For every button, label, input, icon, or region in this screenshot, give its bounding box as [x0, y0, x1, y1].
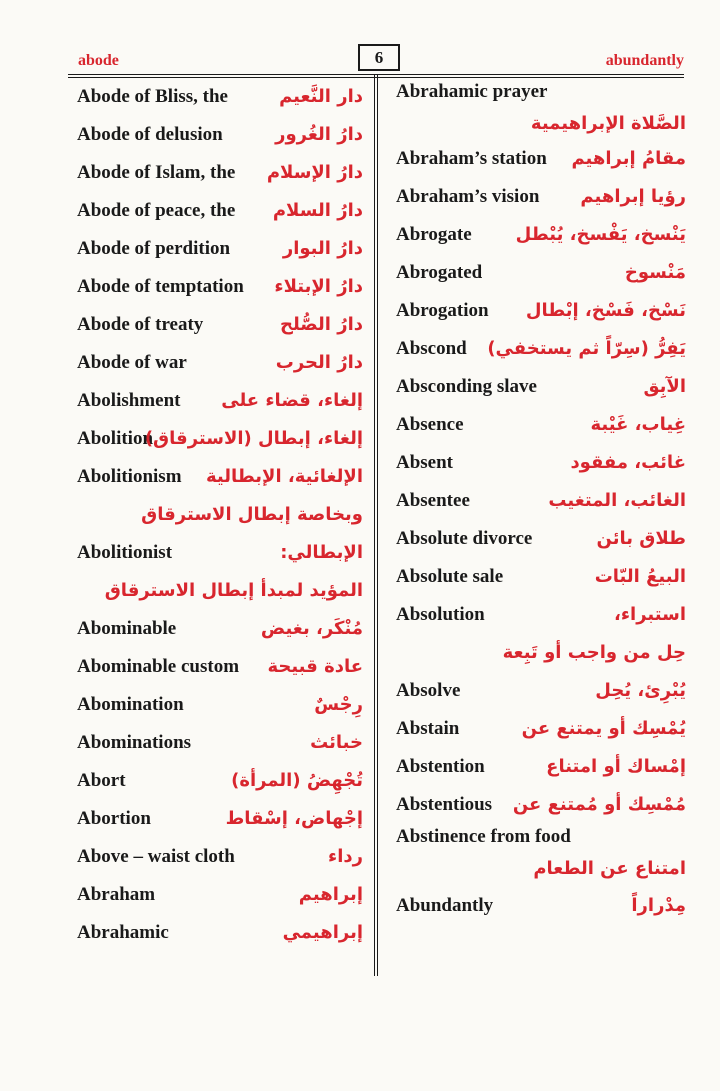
entry-arabic: إجْهاض، إسْقاط [225, 808, 363, 829]
entry-arabic: البيعُ البّات [594, 566, 686, 587]
entry-term: Abolitionism [77, 466, 182, 487]
entry-term: Absolute sale [396, 566, 504, 587]
column-divider-secondary [377, 74, 378, 976]
entry-term: Abraham’s station [396, 148, 547, 169]
entry-arabic-continued: المؤيد لمبدأ إبطال الاسترقاق [104, 580, 363, 601]
page-number: 6 [358, 44, 400, 71]
entry-term: Abode of perdition [77, 238, 231, 259]
entry-term: Abstain [396, 718, 460, 739]
entry-term: Abstinence from food [396, 826, 571, 847]
entry-arabic: إمْساك أو امتناع [546, 756, 686, 777]
entry-term: Abscond [396, 338, 467, 359]
entry-arabic: الآبِق [643, 376, 686, 397]
entry-term: Absent [396, 452, 454, 473]
entry-arabic: عادة قبيحة [267, 656, 363, 677]
entry-term: Abrahamic prayer [396, 81, 548, 102]
entry-term: Absence [396, 414, 464, 435]
entry-term: Abrahamic [77, 922, 169, 943]
entry-arabic: دارُ الغُرور [275, 124, 363, 145]
entry-arabic: استبراء، [614, 604, 686, 625]
entry-term: Abstention [396, 756, 485, 777]
entry-arabic: الإبطالي: [280, 542, 363, 563]
entry-arabic: يُبْرِئ، يُحِل [595, 680, 686, 701]
entry-term: Abolishment [77, 390, 181, 411]
entry-arabic: يَنْسخ، يَفْسخ، يُبْطل [515, 224, 686, 245]
entry-term: Abode of temptation [77, 276, 244, 297]
header-rule [68, 74, 684, 75]
entry-term: Abrogated [396, 262, 483, 283]
entry-arabic: غائب، مفقود [570, 452, 686, 473]
entry-arabic-continued: الصَّلاة الإبراهيمية [530, 113, 686, 134]
entry-term: Absolution [396, 604, 485, 625]
entry-arabic: رداء [328, 846, 363, 867]
header-left-guideword: abode [78, 52, 119, 69]
entry-term: Absolute divorce [396, 528, 533, 549]
entry-term: Abstentious [396, 794, 493, 815]
entry-arabic: دار النَّعيم [279, 86, 363, 107]
entry-term: Abomination [77, 694, 184, 715]
entry-arabic: مُمْسِك أو مُمتنع عن [512, 794, 686, 815]
entry-term: Abode of peace, the [77, 200, 236, 221]
entry-arabic: طلاق بائن [596, 528, 686, 549]
entry-term: Abominations [77, 732, 192, 753]
entry-term: Abode of war [77, 352, 187, 373]
entry-arabic: رؤيا إبراهيم [580, 186, 686, 207]
entry-term: Abolition [77, 428, 154, 449]
entry-term: Abode of Islam, the [77, 162, 236, 183]
entry-arabic: دارُ السلام [272, 200, 363, 221]
entry-term: Abolitionist [77, 542, 173, 563]
entry-arabic: دارُ الحرب [275, 352, 363, 373]
entry-term: Abraham’s vision [396, 186, 540, 207]
entry-term: Abominable [77, 618, 177, 639]
entry-arabic: مقامُ إبراهيم [571, 148, 686, 169]
entry-term: Abundantly [396, 895, 494, 916]
entry-arabic: مُنْكَر، بغيض [260, 618, 363, 639]
entry-term: Abominable custom [77, 656, 240, 677]
entry-term: Absolve [396, 680, 461, 701]
header-rule-secondary [68, 77, 684, 78]
entry-term: Abraham [77, 884, 156, 905]
entry-arabic: الغائب، المتغيب [548, 490, 686, 511]
entry-term: Abode of treaty [77, 314, 204, 335]
entry-term: Abortion [77, 808, 151, 829]
entry-term: Abode of delusion [77, 124, 223, 145]
entry-arabic: مَنْسوخ [624, 262, 686, 283]
entry-term: Absentee [396, 490, 470, 511]
entry-term: Abrogate [396, 224, 472, 245]
entry-term: Absconding slave [396, 376, 537, 397]
entry-arabic: يَفِرُّ (سِرّاً ثم يستخفي) [487, 338, 686, 359]
entry-arabic: إبراهيمي [282, 922, 363, 943]
entry-arabic-continued: حِل من واجب أو تَبِعة [502, 642, 686, 663]
entry-arabic: دارُ الإسلام [266, 162, 363, 183]
header-right-guideword: abundantly [605, 52, 684, 69]
column-divider [374, 74, 375, 976]
entry-arabic: دارُ الإبتلاء [274, 276, 363, 297]
entry-arabic: إلغاء، قضاء على [221, 390, 363, 411]
entry-arabic: الإلغائية، الإبطالية [205, 466, 363, 487]
entry-arabic: نَسْخ، فَسْخ، إبْطال [525, 300, 686, 321]
entry-arabic-continued: امتناع عن الطعام [533, 858, 686, 879]
entry-arabic: مِدْراراً [631, 895, 686, 916]
entry-term: Abort [77, 770, 126, 791]
entry-arabic: تُجْهِضُ (المرأة) [231, 770, 363, 791]
entry-term: Abode of Bliss, the [77, 86, 228, 107]
entry-arabic: إبراهيم [298, 884, 363, 905]
entry-term: Abrogation [396, 300, 489, 321]
entry-arabic: غِياب، غَيْبة [590, 414, 686, 435]
entry-arabic: رِجْسٌ [314, 694, 363, 715]
entry-arabic: خبائث [310, 732, 363, 753]
entry-arabic: دارُ الصُّلح [279, 314, 363, 335]
entry-arabic: إلغاء، إبطال (الاسترقاق) [144, 428, 363, 449]
entry-term: Above – waist cloth [77, 846, 235, 867]
entry-arabic-continued: وبخاصة إبطال الاسترقاق [141, 504, 363, 525]
entry-arabic: يُمْسِك أو يمتنع عن [521, 718, 686, 739]
entry-arabic: دارُ البوار [282, 238, 363, 259]
